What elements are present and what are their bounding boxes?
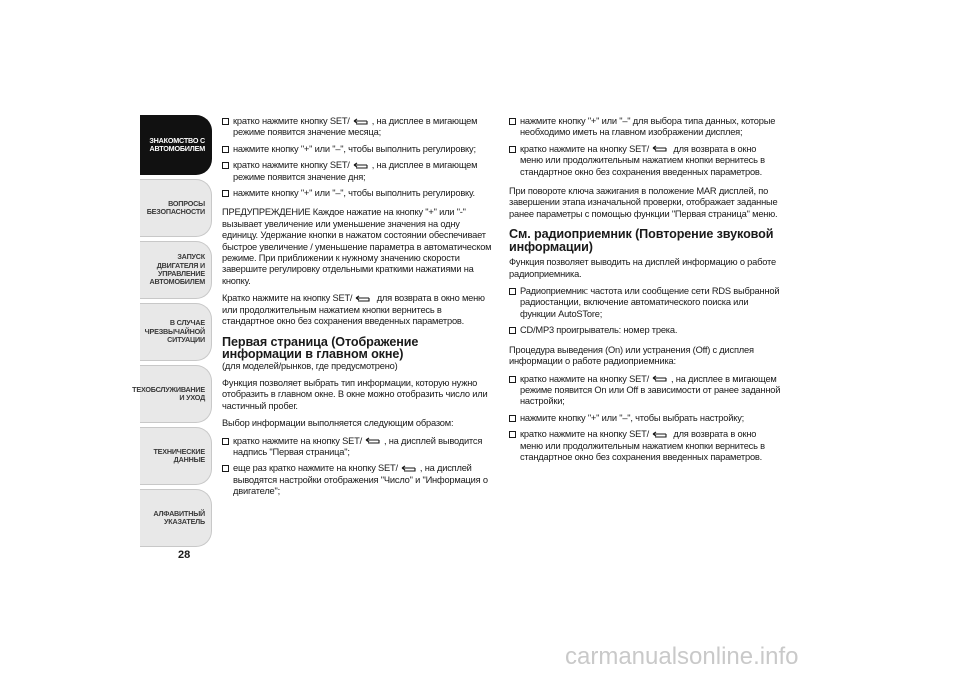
warning-paragraph: ПРЕДУПРЕЖДЕНИЕ Каждое нажатие на кнопку "+" или "-" вызывает увеличение или уменьшение значения на одну единицу. Удержание кнопки в нажатом состоянии обеспечивает быстрое увеличение / уменьшение параметра в автоматическом режиме. При приближении к нужному значению скорости завершите регулировку отдельными краткими нажатиями на кнопку. [222, 207, 492, 286]
list-item: CD/MP3 проигрыватель: номер трека. [509, 325, 781, 336]
paragraph: Функция позволяет выводить на дисплей информацию о работе радиоприемника. [509, 257, 776, 279]
checkbox-bullet-icon [509, 431, 516, 438]
right-column [509, 116, 781, 468]
list-item: кратко нажмите на кнопку SET/ для возврата в окно меню или продолжительным нажатием кнопки вернитесь в стандартное окно без сохранения введенных параметров. [509, 144, 781, 178]
checkbox-bullet-icon [222, 190, 229, 197]
list-item: нажмите кнопку "+" или "–", чтобы выбрать настройку; [509, 413, 781, 424]
list-item: кратко нажмите кнопку SET/ , на дисплее в мигающем режиме появится значение месяца; [222, 116, 494, 139]
checkbox-bullet-icon [222, 146, 229, 153]
checkbox-bullet-icon [222, 118, 229, 125]
checkbox-bullet-icon [222, 438, 229, 445]
left-column [222, 116, 494, 503]
list-item: нажмите кнопку "+" или "–", чтобы выполнить регулировку. [222, 188, 494, 199]
section-heading: Первая страница (Отображение информации в главном окне) [222, 334, 419, 361]
paragraph: Функция позволяет выбрать тип информации, которую нужно отобразить в главном окне. В окне можно отобразить число или частичный пробег. [222, 377, 488, 411]
tab-index[interactable]: АЛФАВИТНЫЙ УКАЗАТЕЛЬ [140, 489, 212, 547]
watermark: carmanualsonline.info [565, 643, 799, 670]
checkbox-bullet-icon [222, 465, 229, 472]
return-arrow-icon [651, 145, 669, 153]
checkbox-bullet-icon [222, 162, 229, 169]
return-arrow-icon [354, 295, 372, 303]
list-item: кратко нажмите кнопку SET/ , на дисплее в мигающем режиме появится значение дня; [222, 160, 494, 183]
list-item: кратко нажмите на кнопку SET/ , на дисплей выводится надпись "Первая страница"; [222, 436, 494, 459]
list-item: еще раз кратко нажмите на кнопку SET/ , на дисплей выводятся настройки отображения "Число" и "Информация о двигателе"; [222, 463, 494, 497]
checkbox-bullet-icon [509, 415, 516, 422]
paragraph: Процедура выведения (On) или устранения (Off) с дисплея информации о работе радиоприемника: [509, 344, 754, 367]
tab-emergency[interactable]: В СЛУЧАЕ ЧРЕЗВЫЧАЙНОЙ СИТУАЦИИ [140, 303, 212, 361]
tab-safety[interactable]: ВОПРОСЫ БЕЗОПАСНОСТИ [140, 179, 212, 237]
return-arrow-icon [352, 118, 370, 126]
tab-starting-driving[interactable]: ЗАПУСК ДВИГАТЕЛЯ И УПРАВЛЕНИЕ АВТОМОБИЛЕМ [140, 241, 212, 299]
tab-technical-data[interactable]: ТЕХНИЧЕСКИЕ ДАННЫЕ [140, 427, 212, 485]
return-arrow-icon [400, 465, 418, 473]
paragraph: Выбор информации выполняется следующим образом: [222, 418, 454, 429]
return-arrow-icon [651, 375, 669, 383]
checkbox-bullet-icon [509, 118, 516, 125]
list-item: нажмите кнопку "+" или "–", чтобы выполнить регулировку; [222, 144, 494, 155]
page-number: 28 [178, 549, 191, 561]
list-item: кратко нажмите на кнопку SET/ , на дисплее в мигающем режиме появится On или Off в зависимости от ранее заданной настройки; [509, 374, 781, 408]
return-arrow-icon [364, 437, 382, 445]
checkbox-bullet-icon [509, 146, 516, 153]
list-item: кратко нажмите на кнопку SET/ для возврата в окно меню или продолжительным нажатием кнопки вернитесь в стандартное окно без сохранения введенных параметров. [509, 429, 781, 463]
section-subheading: (для моделей/рынков, где предусмотрено) [222, 360, 398, 371]
list-item: нажмите кнопку "+" или "–" для выбора типа данных, которые необходимо иметь на главном изображении дисплея; [509, 116, 781, 139]
list-item: Радиоприемник: частота или сообщение сети RDS выбранной радиостанции, включение автоматического поиска или функции AutoSTore; [509, 286, 781, 320]
checkbox-bullet-icon [509, 376, 516, 383]
return-arrow-icon [651, 431, 669, 439]
paragraph: При повороте ключа зажигания в положение MAR дисплей, по завершении этапа изначальной проверки, отображает заданные ранее параметры с помощью функции "Первая страница" меню. [509, 186, 778, 219]
chapter-tabs [132, 115, 212, 551]
paragraph: Кратко нажмите на кнопку SET/ для возврата в окно меню или продолжительным нажатием кнопки вернитесь в стандартное окно без сохранения введенных параметров. [222, 293, 485, 327]
tab-introduction[interactable]: ЗНАКОМСТВО С АВТОМОБИЛЕМ [140, 115, 212, 175]
checkbox-bullet-icon [509, 288, 516, 295]
checkbox-bullet-icon [509, 327, 516, 334]
return-arrow-icon [352, 162, 370, 170]
section-heading: См. радиоприемник (Повторение звуковой информации) [509, 227, 774, 254]
tab-maintenance[interactable]: ТЕХОБСЛУЖИВАНИЕ И УХОД [140, 365, 212, 423]
